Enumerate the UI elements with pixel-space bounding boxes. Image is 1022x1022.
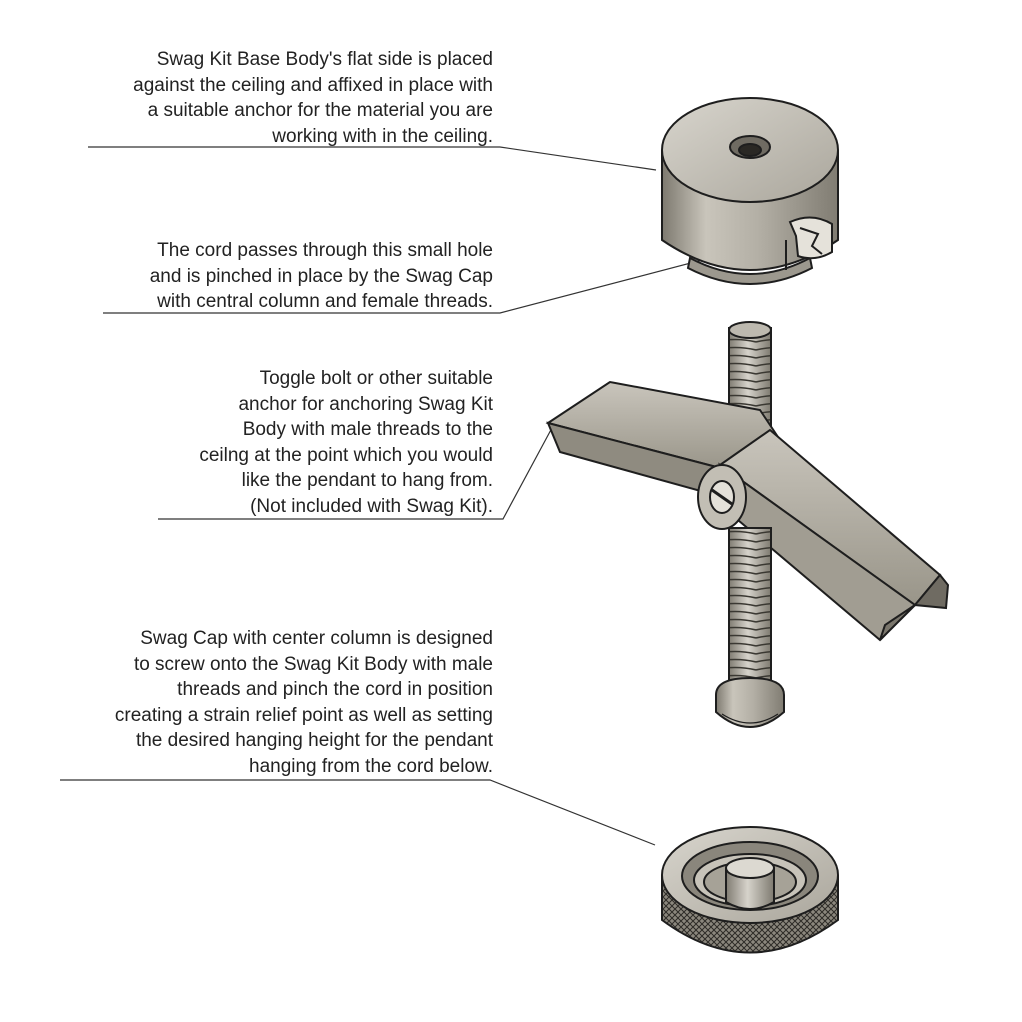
leader-swag-cap	[60, 780, 655, 845]
callout-line: against the ceiling and affixed in place with	[133, 74, 493, 96]
callout-line: hanging from the cord below.	[249, 755, 493, 777]
callout-line: working with in the ceiling.	[272, 125, 493, 147]
callout-line: The cord passes through this small hole	[157, 240, 493, 261]
callout-line: threads and pinch the cord in position	[177, 679, 493, 700]
callout-line: Swag Kit Base Body's flat side is placed	[156, 49, 493, 70]
callout-line: and is pinched in place by the Swag Cap	[149, 265, 493, 287]
leader-base-body	[88, 147, 656, 170]
callout-line: Body with male threads to the	[242, 419, 493, 440]
callout-line: Toggle bolt or other suitable	[259, 368, 493, 389]
callout-line: to screw onto the Swag Kit Body with male	[133, 653, 493, 675]
callout-line: like the pendant to hang from.	[241, 470, 493, 491]
leader-lines	[60, 147, 786, 845]
swag-kit-base-body	[662, 98, 838, 284]
callout-line: anchor for anchoring Swag Kit	[238, 393, 493, 415]
callout-line: the desired hanging height for the pendant	[135, 730, 493, 751]
swag-cap	[662, 827, 838, 953]
toggle-bolt	[548, 322, 948, 727]
callout-line: with central column and female threads.	[157, 291, 493, 312]
callout-line: Swag Cap with center column is designed	[140, 628, 493, 649]
leader-toggle-bolt	[158, 426, 553, 519]
callout-line: (Not included with Swag Kit).	[250, 495, 493, 517]
callout-line: a suitable anchor for the material you are	[147, 100, 493, 121]
callout-line: ceilng at the point which you would	[199, 444, 493, 466]
callout-line: creating a strain relief point as well as setting	[114, 704, 493, 726]
